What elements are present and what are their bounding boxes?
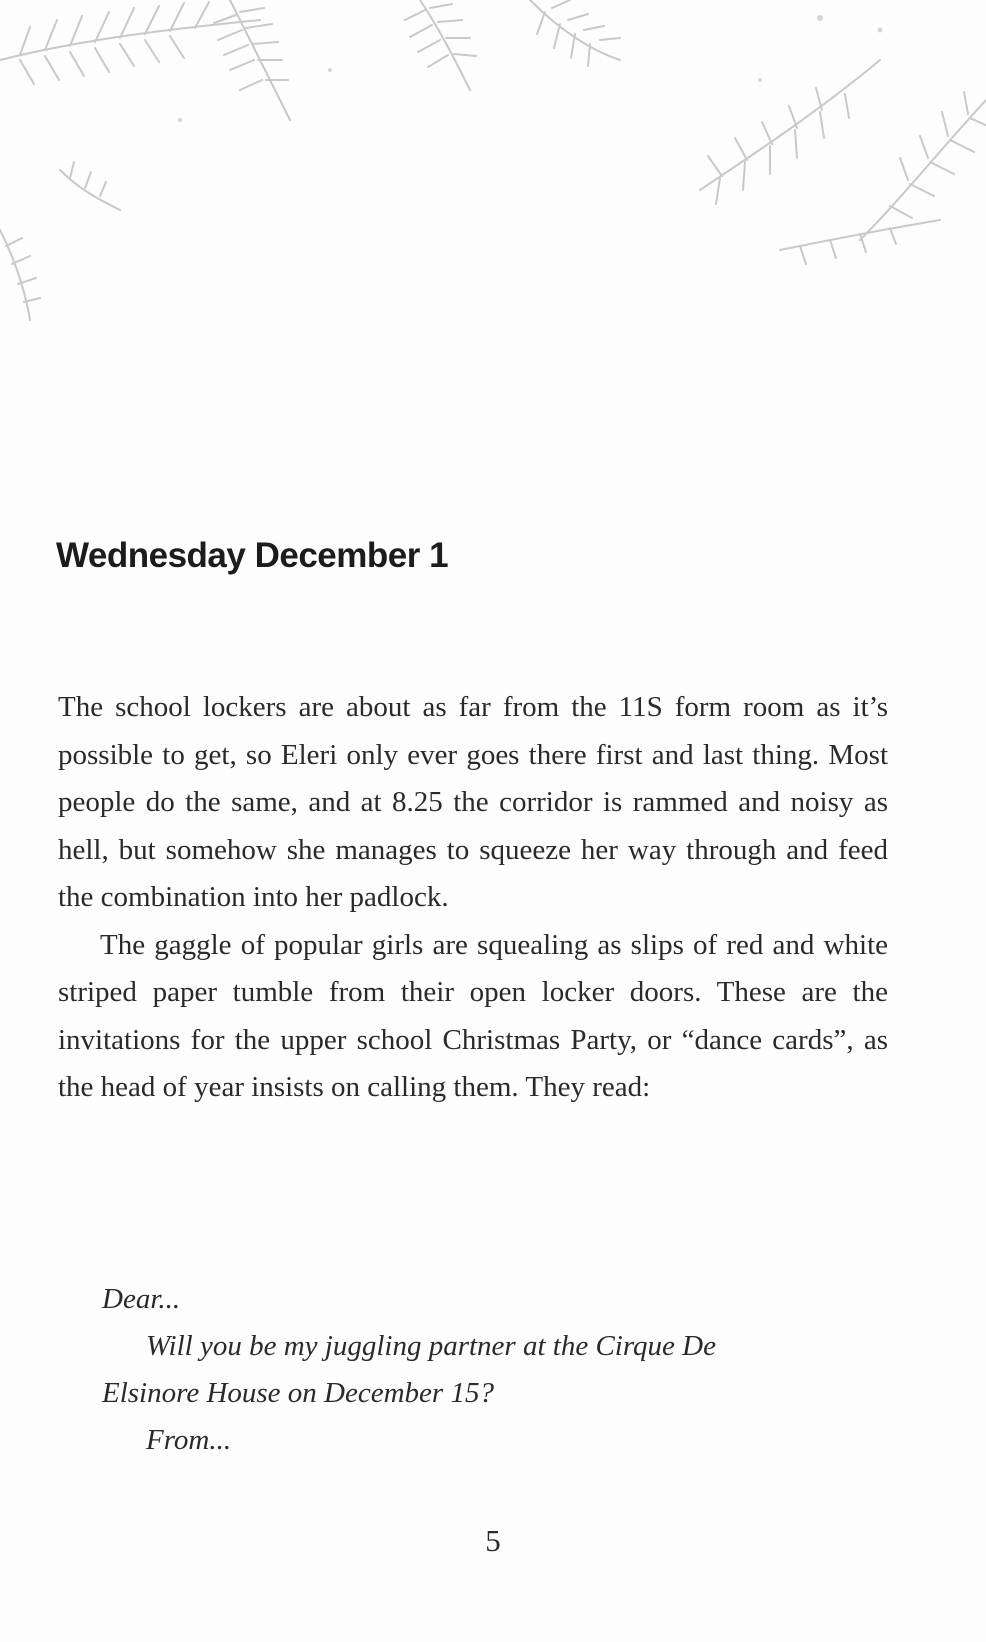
body-text [58, 684, 888, 1112]
paragraph: The gaggle of popular girls are squealing as slips of red and white striped paper tumble from their open locker doors. These are the invitations for the upper school Christmas Party, or “dance cards”, as the head of year insists on calling them. They read: [58, 928, 888, 1103]
chapter-heading: Wednesday December 1 [56, 536, 449, 575]
paragraph: The school lockers are about as far from the 11S form room as it’s possible to get, so Eleri only ever goes there first and last thing. Most people do the same, and at 8.25 the corridor is rammed and noisy as hell, but somehow she manages to squeeze her way through and feed the combination into her padlock. [58, 691, 888, 913]
invitation-line: Will you be my juggling partner at the Cirque De [146, 1330, 716, 1362]
invitation-line: Elsinore House on December 15? [102, 1377, 494, 1409]
page-number: 5 [485, 1523, 501, 1558]
pine-branches-decoration [0, 0, 986, 360]
invitation-greeting: Dear... [102, 1283, 181, 1315]
invitation-closing: From... [146, 1424, 232, 1456]
